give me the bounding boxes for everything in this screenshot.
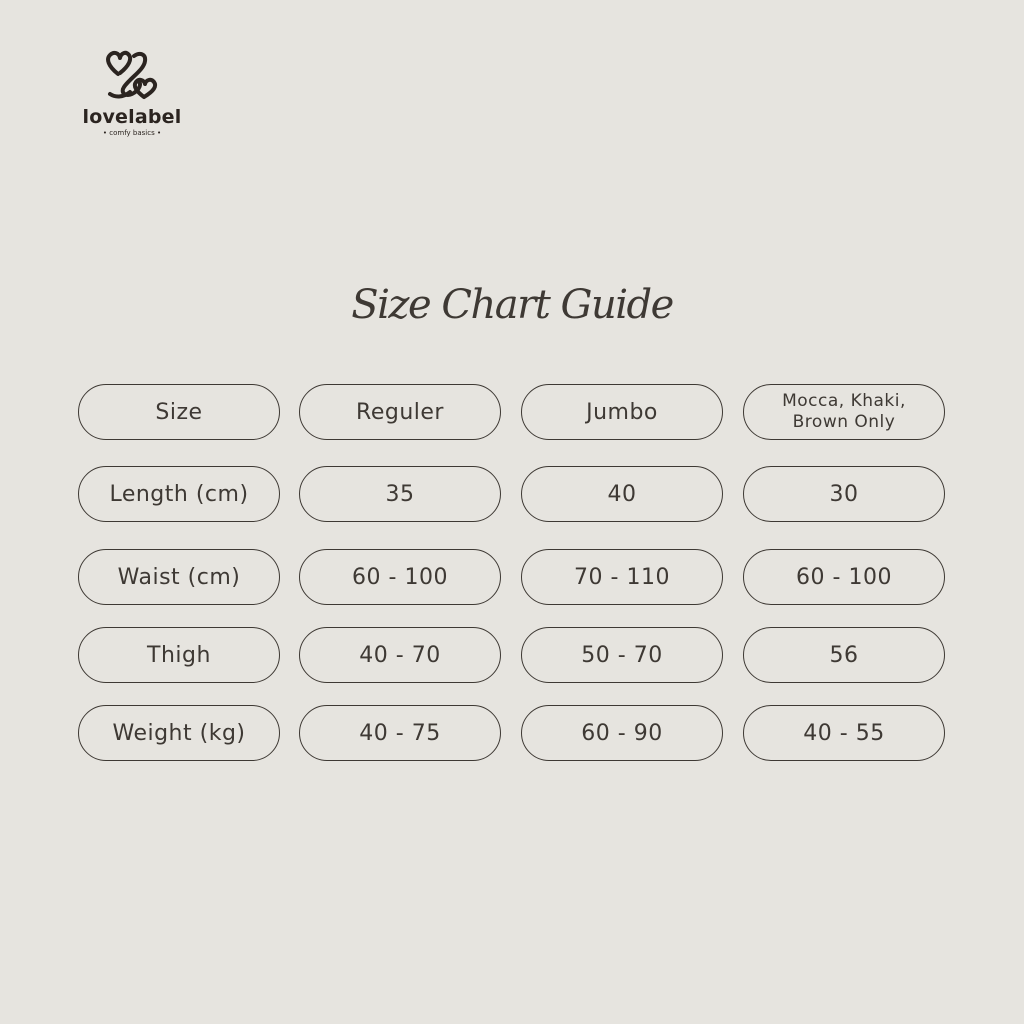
weight-regular-cell: 40 - 75	[299, 705, 501, 761]
length-special-cell: 30	[743, 466, 945, 522]
thigh-regular-cell: 40 - 70	[299, 627, 501, 683]
header-regular-cell: Reguler	[299, 384, 501, 440]
row-label-weight: Weight (kg)	[78, 705, 280, 761]
waist-special-cell: 60 - 100	[743, 549, 945, 605]
brand-name: lovelabel	[82, 106, 182, 128]
header-size-cell: Size	[78, 384, 280, 440]
header-special-cell: Mocca, Khaki, Brown Only	[743, 384, 945, 440]
header-jumbo-cell: Jumbo	[521, 384, 723, 440]
length-regular-cell: 35	[299, 466, 501, 522]
thigh-special-cell: 56	[743, 627, 945, 683]
weight-special-cell: 40 - 55	[743, 705, 945, 761]
page-title: Size Chart Guide	[351, 282, 673, 328]
row-label-length: Length (cm)	[78, 466, 280, 522]
row-label-thigh: Thigh	[78, 627, 280, 683]
brand-logo	[80, 50, 184, 137]
weight-jumbo-cell: 60 - 90	[521, 705, 723, 761]
heart-loop-logo-icon	[104, 50, 160, 102]
length-jumbo-cell: 40	[521, 466, 723, 522]
waist-jumbo-cell: 70 - 110	[521, 549, 723, 605]
waist-regular-cell: 60 - 100	[299, 549, 501, 605]
brand-tagline: • comfy basics •	[102, 129, 162, 137]
thigh-jumbo-cell: 50 - 70	[521, 627, 723, 683]
row-label-waist: Waist (cm)	[78, 549, 280, 605]
